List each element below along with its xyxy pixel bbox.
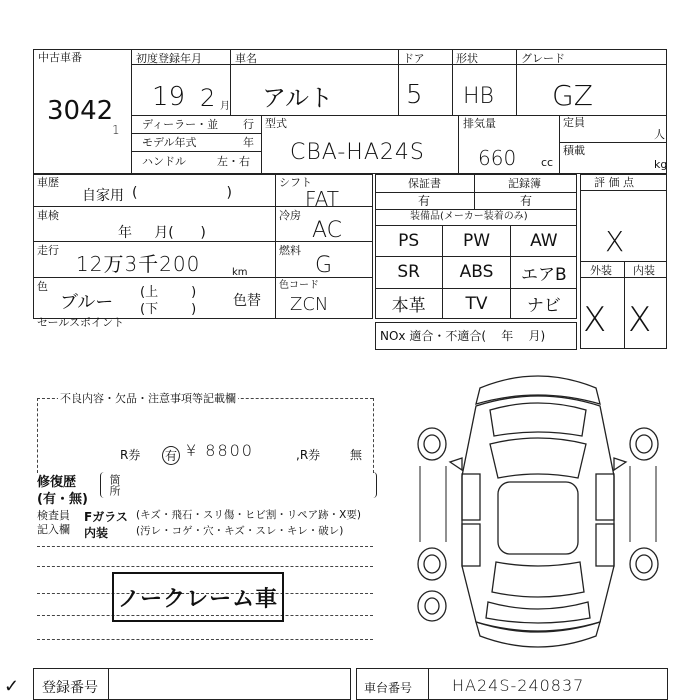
notes-line-5 bbox=[37, 639, 373, 640]
mileage-label: 走行 bbox=[37, 244, 59, 257]
car-roof bbox=[498, 482, 578, 554]
equip-item: SR bbox=[375, 256, 442, 287]
equip-item: ナビ bbox=[510, 288, 577, 319]
chassis-divider bbox=[428, 668, 429, 700]
chassis-label: 車台番号 bbox=[364, 681, 413, 695]
doors-label: ドア bbox=[403, 52, 425, 65]
equip-top-divider bbox=[474, 174, 475, 209]
defects-label: 不良内容・欠品・注意事項等記載欄 bbox=[60, 392, 236, 405]
score-mark: X bbox=[605, 225, 625, 258]
grade-line-1 bbox=[580, 190, 667, 191]
shift-value: FAT bbox=[305, 187, 340, 211]
r-ticket-have: 有 bbox=[162, 446, 180, 465]
dealer-line bbox=[131, 133, 261, 134]
lot-number: 3042 bbox=[47, 96, 114, 126]
interior-mark: X bbox=[628, 300, 652, 340]
shape-value: HB bbox=[463, 84, 494, 109]
repair-label: 修復歴 bbox=[37, 475, 77, 490]
car-side-skirts bbox=[420, 466, 656, 542]
color-lower: (下 ) bbox=[140, 302, 197, 317]
r-amount: ¥ 8800 bbox=[186, 441, 254, 460]
equip-line-1 bbox=[375, 192, 577, 193]
equip-item: ABS bbox=[442, 256, 509, 287]
repair-options: (有・無) bbox=[37, 492, 88, 507]
car-doors-left bbox=[462, 474, 480, 566]
equip-item: PS bbox=[375, 225, 442, 256]
model-code-label: 型式 bbox=[265, 117, 287, 130]
interior-options: (汚レ・コゲ・穴・キズ・スレ・キレ・破レ) bbox=[136, 525, 344, 537]
ac-value: AC bbox=[312, 218, 343, 243]
notes-interior-label: 内装 bbox=[84, 526, 109, 540]
warranty-value: 有 bbox=[418, 194, 431, 208]
inspection-template: 年 月( ) bbox=[118, 225, 206, 241]
lot-suffix: 1 bbox=[112, 123, 120, 137]
displacement-divider bbox=[458, 115, 459, 174]
lot-divider bbox=[131, 49, 132, 174]
history-paren: ( ) bbox=[132, 185, 232, 201]
nox-text: NOx 適合・不適合( 年 月) bbox=[380, 329, 546, 343]
model-year-line bbox=[131, 151, 261, 152]
doors-divider bbox=[398, 49, 399, 115]
chassis-value: HA24S-240837 bbox=[452, 676, 585, 695]
fuel-value: G bbox=[315, 253, 333, 278]
notes-line-1 bbox=[37, 546, 373, 547]
car-name-value: アルト bbox=[262, 84, 334, 112]
equip-item: 本革 bbox=[375, 288, 442, 319]
lot-label: 中古車番 bbox=[38, 51, 82, 64]
shape-label: 形状 bbox=[456, 52, 478, 65]
history-value: 自家用 bbox=[82, 188, 124, 204]
car-name-divider bbox=[230, 49, 231, 115]
first-reg-year: 19 bbox=[152, 82, 186, 112]
r-ticket2-value: 無 bbox=[350, 448, 363, 462]
car-name-label: 車名 bbox=[235, 52, 257, 65]
interior-label: 内装 bbox=[633, 264, 655, 277]
grade-divider bbox=[624, 261, 625, 349]
r-ticket-label: R券 bbox=[120, 448, 141, 462]
handle-label: ハンドル bbox=[142, 155, 186, 168]
glass-options: (キズ・飛石・スリ傷・ヒビ割・リペア跡・X要) bbox=[136, 509, 361, 521]
car-trunk bbox=[486, 602, 590, 623]
exterior-label: 外装 bbox=[590, 264, 612, 277]
color-value: ブルー bbox=[60, 292, 114, 313]
car-rear-window bbox=[492, 562, 584, 597]
equip-item: TV bbox=[442, 288, 509, 319]
car-wheels bbox=[418, 428, 658, 580]
sales-point-label: セールスポイント bbox=[37, 316, 125, 329]
car-front-bumper bbox=[476, 376, 600, 404]
color-change: 色替 bbox=[233, 293, 261, 309]
grade-divider bbox=[516, 49, 517, 115]
capacity-line bbox=[559, 142, 667, 143]
load-label: 積載 bbox=[563, 144, 585, 157]
car-windshield bbox=[490, 438, 586, 478]
shift-label: シフト bbox=[279, 176, 312, 189]
color-upper: (上 ) bbox=[140, 285, 197, 300]
equip-item: PW bbox=[442, 225, 509, 256]
notes-left-dash bbox=[37, 398, 38, 473]
score-label: 評 価 点 bbox=[594, 176, 634, 189]
warranty-label: 保証書 bbox=[408, 177, 441, 190]
capacity-divider bbox=[559, 115, 560, 174]
car-rear-bumper bbox=[476, 622, 600, 647]
displacement-label: 排気量 bbox=[463, 117, 496, 130]
equip-label: 装備品(メーカー装着のみ) bbox=[410, 211, 528, 222]
shape-divider bbox=[452, 49, 453, 115]
header-row-line-1 bbox=[131, 64, 667, 65]
exterior-mark: X bbox=[583, 300, 607, 340]
equip-item: AW bbox=[510, 225, 577, 256]
grade-value: GZ bbox=[552, 79, 593, 112]
reg-number-label: 登録番号 bbox=[42, 680, 98, 696]
model-code-value: CBA-HA24S bbox=[290, 140, 425, 165]
handle-options: 左・右 bbox=[217, 155, 250, 168]
no-claim-text: ノークレーム車 bbox=[117, 586, 279, 612]
repair-place: 箇所 bbox=[108, 474, 121, 496]
capacity-unit: 人 bbox=[654, 128, 665, 141]
color-code-value: ZCN bbox=[290, 294, 329, 315]
entry-label: 記入欄 bbox=[37, 523, 70, 536]
glass-label: Fガラス bbox=[84, 510, 128, 524]
notes-right-dash bbox=[373, 398, 374, 473]
car-diagram bbox=[410, 366, 666, 660]
capacity-label: 定員 bbox=[563, 116, 585, 129]
doors-value: 5 bbox=[406, 80, 423, 110]
grade-label: グレード bbox=[521, 52, 565, 65]
reg-number-divider bbox=[108, 668, 109, 700]
no-claim-stamp bbox=[112, 572, 284, 622]
shift-divider bbox=[275, 174, 276, 319]
dealer-label: ディーラー・並 bbox=[142, 118, 219, 131]
car-doors-right bbox=[596, 474, 614, 566]
inspection-label: 車検 bbox=[37, 209, 59, 222]
fuel-label: 燃料 bbox=[279, 244, 301, 257]
color-code-label: 色コード bbox=[279, 280, 319, 291]
first-reg-month: 2 bbox=[200, 84, 216, 112]
r-ticket2-label: ,R券 bbox=[296, 448, 321, 462]
mileage-unit: km bbox=[232, 267, 248, 278]
first-reg-label: 初度登録年月 bbox=[136, 52, 202, 65]
header-mid-line bbox=[131, 115, 667, 116]
mileage-value: 12万3千200 bbox=[76, 252, 201, 276]
car-hood bbox=[490, 403, 586, 436]
record-value: 有 bbox=[520, 194, 533, 208]
car-mirrors bbox=[450, 458, 626, 470]
displacement-unit: cc bbox=[541, 156, 554, 169]
equipment-grid bbox=[375, 225, 577, 319]
record-label: 記録簿 bbox=[508, 177, 541, 190]
model-year-label: モデル年式 bbox=[142, 136, 197, 149]
displacement-value: 660 bbox=[478, 146, 517, 170]
notes-line-2 bbox=[37, 566, 373, 567]
equip-item: エアB bbox=[510, 256, 577, 287]
dealer-value: 行 bbox=[243, 118, 254, 131]
car-spare-tire bbox=[418, 591, 446, 621]
ac-label: 冷房 bbox=[279, 209, 301, 222]
model-year-unit: 年 bbox=[243, 136, 254, 149]
color-label: 色 bbox=[37, 280, 48, 293]
history-label: 車歴 bbox=[37, 176, 59, 189]
inspector-label: 検査員 bbox=[37, 509, 70, 522]
month-unit: 月 bbox=[220, 101, 230, 112]
load-unit: kg bbox=[654, 158, 668, 171]
repair-bracket bbox=[100, 472, 377, 498]
equip-line-2 bbox=[375, 209, 577, 210]
model-code-divider bbox=[261, 115, 262, 174]
corner-check: ✓ bbox=[4, 676, 20, 697]
